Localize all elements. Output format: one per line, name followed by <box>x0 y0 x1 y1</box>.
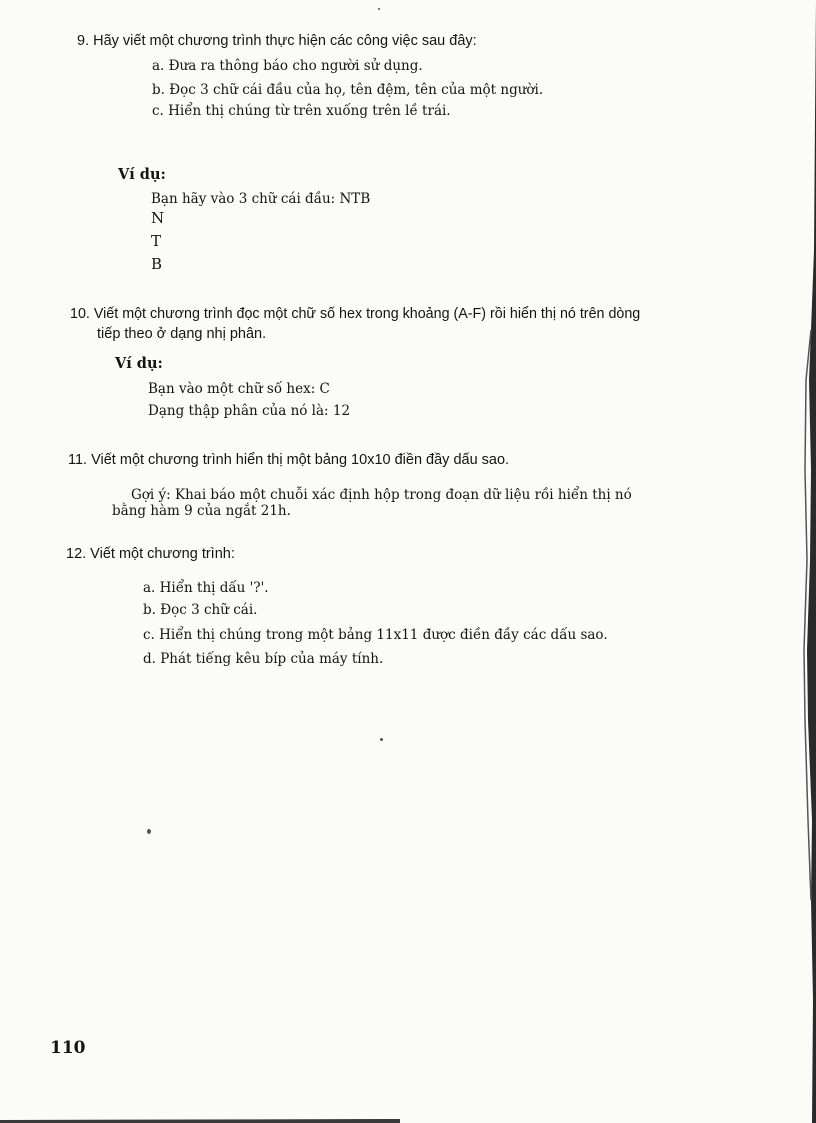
scan-edge-shadow <box>802 0 816 1123</box>
exercise-10-heading-continued: tiếp theo ở dạng nhị phân. <box>97 326 267 342</box>
exercise-10-example-label: Ví dụ: <box>115 355 163 372</box>
scan-speck <box>380 738 383 741</box>
exercise-9-heading: 9. Hãy viết một chương trình thực hiện các công việc sau đây: <box>77 33 477 49</box>
exercise-9-example-line: B <box>151 255 163 273</box>
exercise-10-example-line: Dạng thập phân của nó là: 12 <box>148 403 351 419</box>
exercise-9-example-line: T <box>151 232 162 250</box>
exercise-12-item-b: b. Đọc 3 chữ cái. <box>143 602 258 618</box>
exercise-9-item-c: c. Hiển thị chúng từ trên xuống trên lề trái. <box>152 103 451 119</box>
scan-edge-bottom <box>0 1117 400 1123</box>
scan-speck <box>147 829 151 834</box>
exercise-9-item-a: a. Đưa ra thông báo cho người sử dụng. <box>152 58 423 74</box>
exercise-12-item-a: a. Hiển thị dấu '?'. <box>143 580 269 596</box>
exercise-11-heading: 11. Viết một chương trình hiển thị một bảng 10x10 điền đầy dấu sao. <box>68 452 510 468</box>
scan-speck <box>378 8 380 10</box>
exercise-9-example-line: N <box>151 209 165 227</box>
exercise-12-heading: 12. Viết một chương trình: <box>66 546 235 562</box>
exercise-10-heading: 10. Viết một chương trình đọc một chữ số hex trong khoảng (A-F) rồi hiển thị nó trên dòng <box>70 306 641 322</box>
exercise-9-example-line: Bạn hãy vào 3 chữ cái đầu: NTB <box>151 191 371 207</box>
exercise-11-hint: Gợi ý: Khai báo một chuỗi xác định hộp trong đoạn dữ liệu rồi hiển thị nó <box>131 487 632 503</box>
exercise-12-item-d: d. Phát tiếng kêu bíp của máy tính. <box>143 651 384 667</box>
exercise-9-item-b: b. Đọc 3 chữ cái đầu của họ, tên đệm, tên của một người. <box>152 82 544 98</box>
exercise-12-item-c: c. Hiển thị chúng trong một bảng 11x11 được điền đầy các dấu sao. <box>143 627 608 643</box>
exercise-9-example-label: Ví dụ: <box>118 166 166 183</box>
exercise-11-hint-continued: bằng hàm 9 của ngắt 21h. <box>112 503 291 519</box>
exercise-10-example-line: Bạn vào một chữ số hex: C <box>148 381 330 397</box>
page-number: 110 <box>50 1038 86 1058</box>
